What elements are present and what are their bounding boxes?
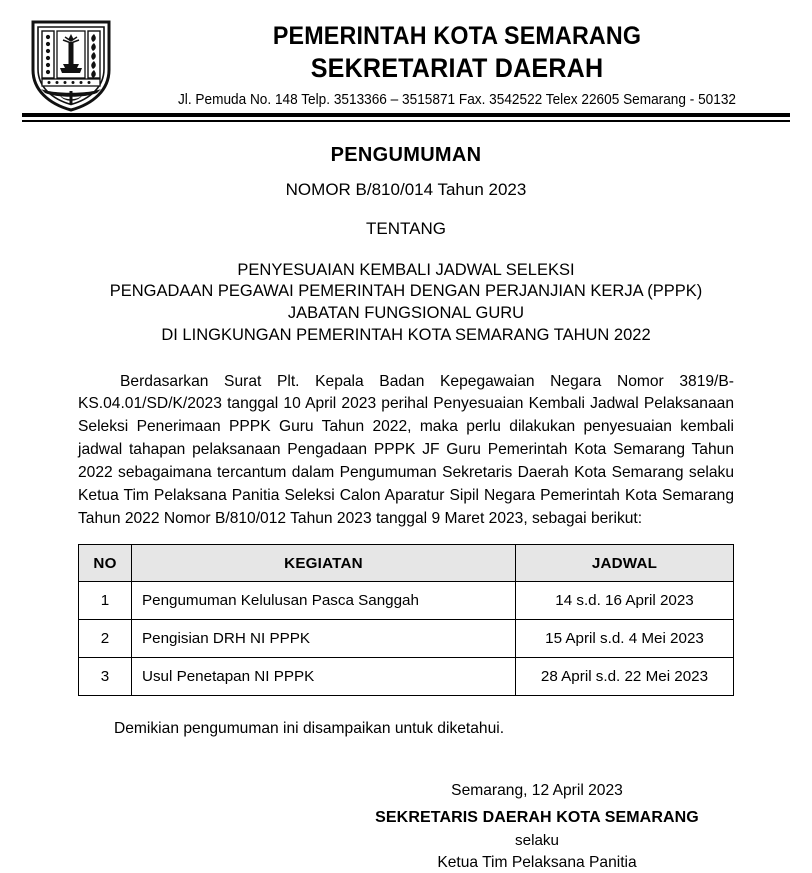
letterhead-rule-thick — [22, 113, 790, 117]
document-subject — [0, 260, 812, 347]
schedule-table-wrapper — [78, 544, 734, 696]
schedule-table — [78, 544, 734, 696]
table-row — [79, 582, 734, 620]
cell-kegiatan: Pengumuman Kelulusan Pasca Sanggah — [132, 582, 516, 620]
table-body — [79, 582, 734, 696]
column-header-no: NO — [79, 545, 132, 582]
table-header — [79, 545, 734, 582]
closing-paragraph: Demikian pengumuman ini disampaikan untuk diketahui. — [114, 720, 505, 738]
letterhead-rule-thin — [22, 120, 790, 122]
signature-role: Ketua Tim Pelaksana Panitia — [437, 854, 637, 872]
organization-name-line2: SEKRETARIAT DAERAH — [310, 52, 604, 83]
signature-position-title: SEKRETARIS DAERAH KOTA SEMARANG — [375, 809, 699, 827]
document-body — [78, 371, 734, 873]
letterhead-text — [0, 0, 812, 110]
cell-jadwal: 28 April s.d. 22 Mei 2023 — [516, 658, 734, 696]
subject-line-2: PENGADAAN PEGAWAI PEMERINTAH DENGAN PERJANJIAN KERJA (PPPK) — [109, 282, 703, 301]
organization-name-line1: PEMERINTAH KOTA SEMARANG — [272, 22, 642, 50]
cell-jadwal: 15 April s.d. 4 Mei 2023 — [516, 620, 734, 658]
organization-address: Jl. Pemuda No. 148 Telp. 3513366 – 3515871 Fax. 3542522 Telex 22605 Semarang - 50132 — [177, 91, 736, 108]
table-header-row — [79, 545, 734, 582]
semarang-city-coat-of-arms-icon — [27, 18, 115, 112]
cell-jadwal: 14 s.d. 16 April 2023 — [516, 582, 734, 620]
cell-kegiatan: Usul Penetapan NI PPPK — [132, 658, 516, 696]
document-title-block — [0, 143, 812, 347]
about-label: TENTANG — [366, 219, 446, 239]
subject-line-4: DI LINGKUNGAN PEMERINTAH KOTA SEMARANG TAHUN 2022 — [161, 325, 651, 344]
signature-as-label: selaku — [515, 831, 559, 849]
subject-line-1: PENYESUAIAN KEMBALI JADWAL SELEKSI — [237, 260, 575, 279]
letterhead — [0, 0, 812, 110]
signature-block — [352, 780, 722, 873]
signature-place-date: Semarang, 12 April 2023 — [451, 781, 623, 799]
column-header-jadwal: JADWAL — [516, 545, 734, 582]
cell-no: 1 — [79, 582, 132, 620]
cell-no: 2 — [79, 620, 132, 658]
table-row — [79, 620, 734, 658]
page-title: PENGUMUMAN — [330, 144, 482, 166]
cell-kegiatan: Pengisian DRH NI PPPK — [132, 620, 516, 658]
document-number: NOMOR B/810/014 Tahun 2023 — [285, 180, 527, 199]
column-header-kegiatan: KEGIATAN — [132, 545, 516, 582]
table-row — [79, 658, 734, 696]
body-paragraph: Berdasarkan Surat Plt. Kepala Badan Kepegawaian Negara Nomor 3819/B-KS.04.01/SD/K/2023 tanggal 10 April 2023 perihal Penyesuaian Kembali Jadwal Pelaksanaan Seleksi Penerimaan PPPK Guru Tahun 2022, maka perlu dilakukan penyesuaian kembali jadwal tahapan pelaksanaan Pengadaan PPPK JF Guru Pemerintah Kota Semarang Tahun 2022 sebagaimana tercantum dalam Pengumuman Sekretaris Daerah Kota Semarang selaku Ketua Tim Pelaksana Panitia Seleksi Calon Aparatur Sipil Negara Pemerintah Kota Semarang Tahun 2022 Nomor B/810/012 Tahun 2023 tanggal 9 Maret 2023, sebagai berikut: — [78, 372, 734, 528]
cell-no: 3 — [79, 658, 132, 696]
subject-line-3: JABATAN FUNGSIONAL GURU — [287, 304, 525, 323]
